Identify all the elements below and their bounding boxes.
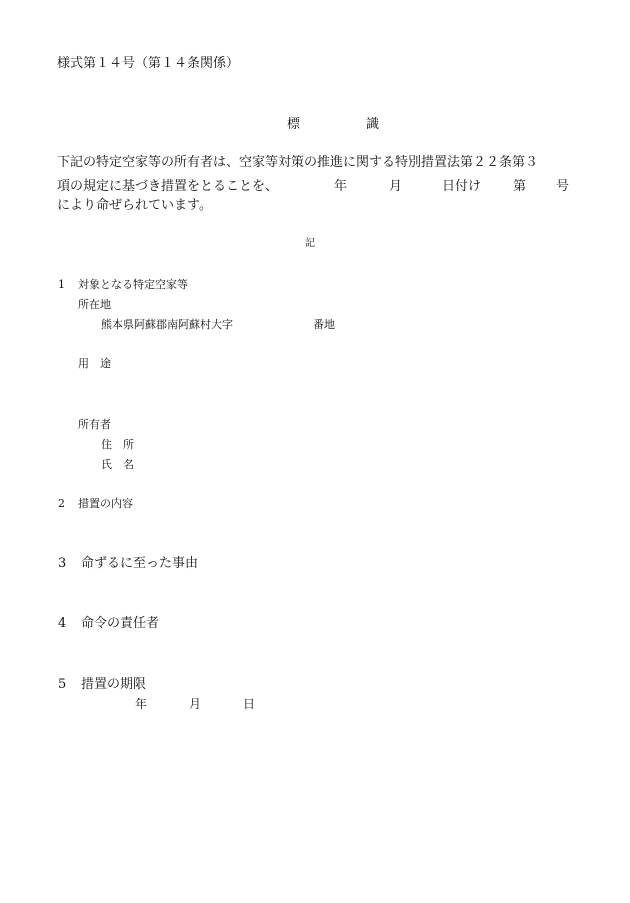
sign-title-char-1: 標 (287, 117, 301, 132)
item-4-number: 4 (58, 616, 67, 631)
location-value: 熊本県阿蘇郡南阿蘇村大字 (101, 318, 233, 331)
order-date-year: 年 (334, 179, 348, 194)
ki-heading: 記 (305, 238, 315, 249)
item-5-label: 措置の期限 (81, 677, 147, 692)
body-text-line-2: 項の規定に基づき措置をとることを、 (57, 179, 279, 194)
body-text-line-3: により命ぜられています。 (57, 198, 212, 213)
location-label: 所在地 (78, 298, 111, 311)
item-1-label: 対象となる特定空家等 (78, 278, 188, 291)
item-3-number: 3 (58, 556, 67, 571)
body-text-line-1: 下記の特定空家等の所有者は、空家等対策の推進に関する特別措置法第２２条第３ (57, 155, 539, 170)
location-banchi: 番地 (313, 318, 335, 331)
sign-title-char-2: 識 (366, 117, 380, 132)
order-number-suffix: 号 (556, 179, 570, 194)
item-2-number: 2 (58, 497, 65, 510)
form-number: 様式第１４号（第１４条関係） (57, 56, 240, 71)
item-3-label: 命ずるに至った事由 (81, 556, 199, 571)
owner-address-label: 住 所 (101, 438, 134, 451)
item-4-label: 命令の責任者 (81, 616, 160, 631)
deadline-year: 年 (135, 697, 148, 711)
owner-label: 所有者 (78, 418, 111, 431)
item-5-number: 5 (58, 677, 67, 692)
order-date-day: 日付け (442, 179, 482, 194)
deadline-day: 日 (243, 697, 256, 711)
order-number-prefix: 第 (513, 179, 527, 194)
owner-name-label: 氏 名 (101, 458, 134, 471)
use-label: 用 途 (78, 357, 111, 370)
deadline-month: 月 (189, 697, 202, 711)
item-2-label: 措置の内容 (78, 497, 133, 510)
order-date-month: 月 (389, 179, 403, 194)
item-1-number: 1 (58, 278, 65, 291)
